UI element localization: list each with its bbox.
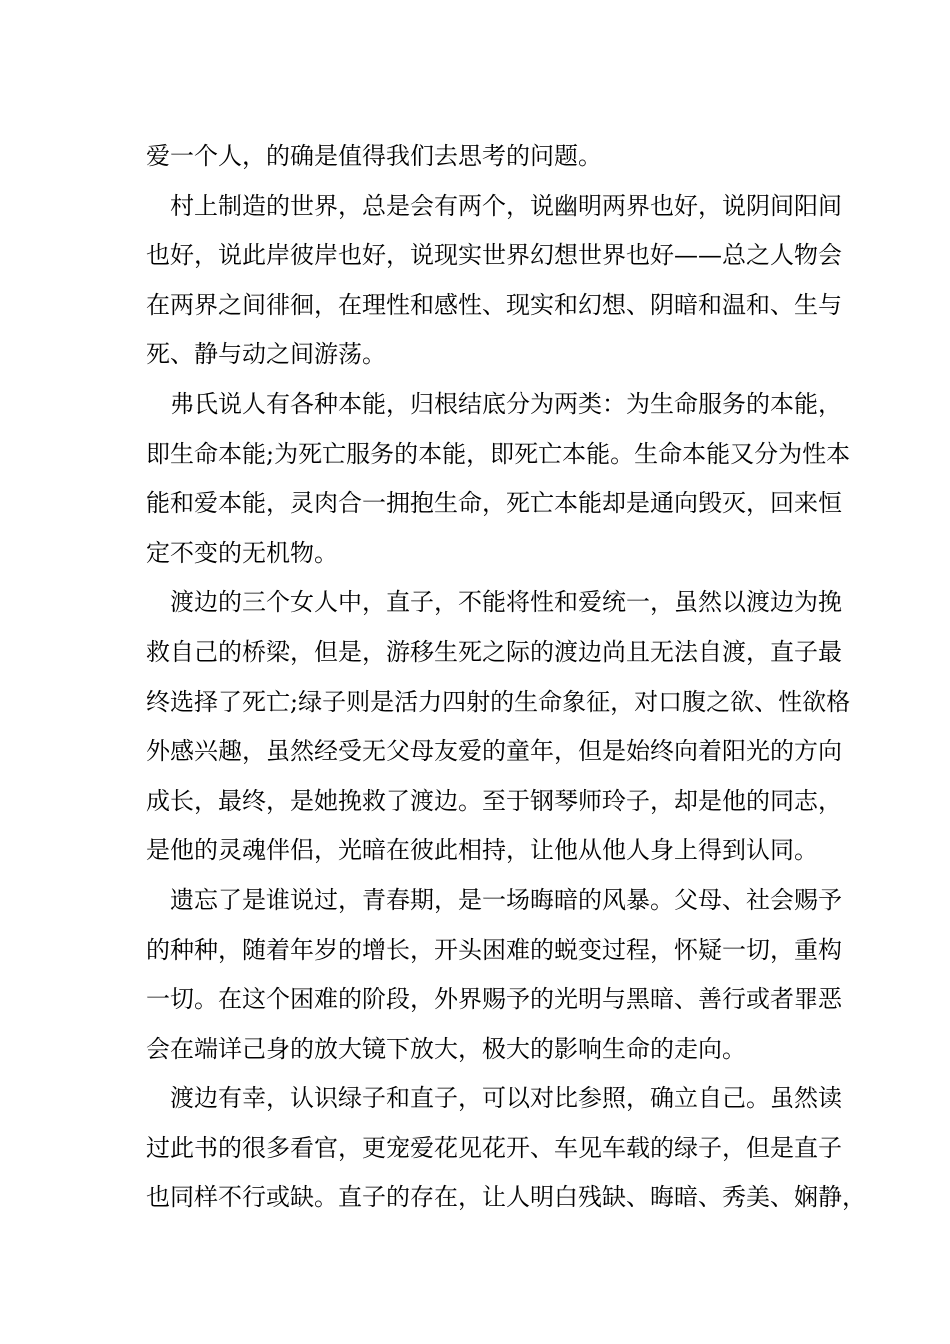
- text-line: 的种种，随着年岁的增长，开头困难的蜕变过程，怀疑一切，重构: [146, 935, 842, 964]
- text-line: 外感兴趣，虽然经受无父母友爱的童年，但是始终向着阳光的方向: [146, 737, 842, 766]
- text-line: 渡边的三个女人中，直子，不能将性和爱统一，虽然以渡边为挽: [146, 588, 842, 617]
- text-line: 能和爱本能，灵肉合一拥抱生命，死亡本能却是通向毁灭，回来恒: [146, 489, 842, 518]
- body-text: [146, 132, 866, 1223]
- text-line: 爱一个人，的确是值得我们去思考的问题。: [146, 142, 602, 170]
- text-line: 一切。在这个困难的阶段，外界赐予的光明与黑暗、善行或者罪恶: [146, 985, 842, 1014]
- text-line: 也同样不行或缺。直子的存在，让人明白残缺、晦暗、秀美、娴静，: [146, 1183, 866, 1212]
- text-line: 死、静与动之间游荡。: [146, 340, 386, 369]
- text-line: 也好，说此岸彼岸也好，说现实世界幻想世界也好——总之人物会: [146, 241, 842, 270]
- text-line: 在两界之间徘徊，在理性和感性、现实和幻想、阴暗和温和、生与: [146, 290, 842, 319]
- text-line: 救自己的桥梁，但是，游移生死之际的渡边尚且无法自渡，直子最: [146, 637, 842, 666]
- text-line: 成长，最终，是她挽救了渡边。至于钢琴师玲子，却是他的同志，: [146, 786, 842, 815]
- text-line: 即生命本能;为死亡服务的本能，即死亡本能。生命本能又分为性本: [146, 439, 851, 468]
- text-line: 渡边有幸，认识绿子和直子，可以对比参照，确立自己。虽然读: [146, 1084, 842, 1113]
- text-line: 村上制造的世界，总是会有两个，说幽明两界也好，说阴间阳间: [146, 191, 842, 220]
- text-line: 是他的灵魂伴侣，光暗在彼此相持，让他从他人身上得到认同。: [146, 836, 818, 865]
- text-line: 遗忘了是谁说过，青春期，是一场晦暗的风暴。父母、社会赐予: [146, 885, 842, 914]
- text-line: 过此书的很多看官，更宠爱花见花开、车见车载的绿子，但是直子: [146, 1133, 842, 1162]
- text-line: 弗氏说人有各种本能，归根结底分为两类：为生命服务的本能，: [146, 389, 842, 418]
- text-line: 会在端详己身的放大镜下放大，极大的影响生命的走向。: [146, 1034, 746, 1063]
- text-line: 定不变的无机物。: [146, 538, 338, 567]
- text-line: 终选择了死亡;绿子则是活力四射的生命象征，对口腹之欲、性欲格: [146, 687, 851, 716]
